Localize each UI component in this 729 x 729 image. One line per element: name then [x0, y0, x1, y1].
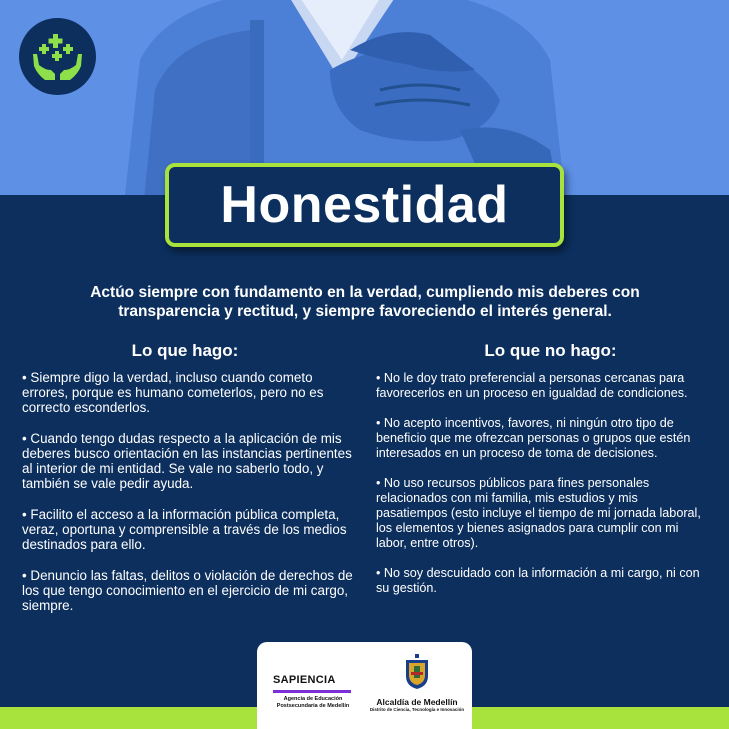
alcaldia-logo	[367, 654, 467, 713]
do-heading: Lo que hago:	[131, 341, 239, 360]
logos-footer	[257, 642, 472, 729]
do-item: • Facilito el acceso a la información pública completa, veraz, oportuna y comprensible a través de los medios destinados para ello.	[22, 507, 347, 552]
page-title: Honestidad	[220, 176, 509, 234]
do-item: • Siempre digo la verdad, incluso cuando cometo errores, porque es humano cometerlos, pero no es correcto esconderlos.	[22, 370, 324, 415]
sapiencia-logo	[273, 674, 353, 709]
sapiencia-underline	[273, 690, 351, 693]
intro-statement: Actúo siempre con fundamento en la verdad, cumpliendo mis deberes con transparencia y rectitud, y siempre favoreciendo el interés general.	[90, 284, 640, 320]
alcaldia-name: Alcaldía de Medellín	[376, 697, 458, 707]
dont-item: • No uso recursos públicos para fines personales relacionados con mi familia, mis estudios y mis pasatiempos (esto incluye el tiempo de mi jornada laboral, los elementos y bienes asignados para cumplir con mi labor, entre otros).	[376, 476, 701, 550]
hands-sparkle-icon	[19, 18, 96, 95]
dont-heading: Lo que no hago:	[484, 341, 617, 360]
alcaldia-subtitle: Distrito de Ciencia, Tecnología e Innovación	[369, 707, 465, 712]
sapiencia-subtitle: Agencia de Educación Postsecundaria de Medellín	[276, 696, 350, 709]
do-list	[22, 370, 357, 629]
title-banner	[165, 163, 564, 247]
dont-item: • No le doy trato preferencial a personas cercanas para favorecerlos en un proceso en igualdad de condiciones.	[376, 371, 688, 400]
do-item: • Denuncio las faltas, delitos o violación de derechos de los que tengo conocimiento en el ejercicio de mi cargo, siempre.	[22, 568, 353, 613]
dont-item: • No acepto incentivos, favores, ni ningún otro tipo de beneficio que me ofrezcan personas o grupos que estén interesados en un proceso de toma de decisiones.	[376, 416, 691, 460]
coat-of-arms-icon	[403, 654, 431, 690]
dont-item: • No soy descuidado con la información a mi cargo, ni con su gestión.	[376, 566, 700, 595]
dont-list	[376, 371, 706, 611]
do-item: • Cuando tengo dudas respecto a la aplicación de mis deberes busco orientación en las instancias pertinentes al interior de mi entidad. Se vale no saberlo todo, y también se vale pedir ayuda.	[22, 431, 352, 491]
sapiencia-name: SAPIENCIA	[273, 674, 336, 686]
